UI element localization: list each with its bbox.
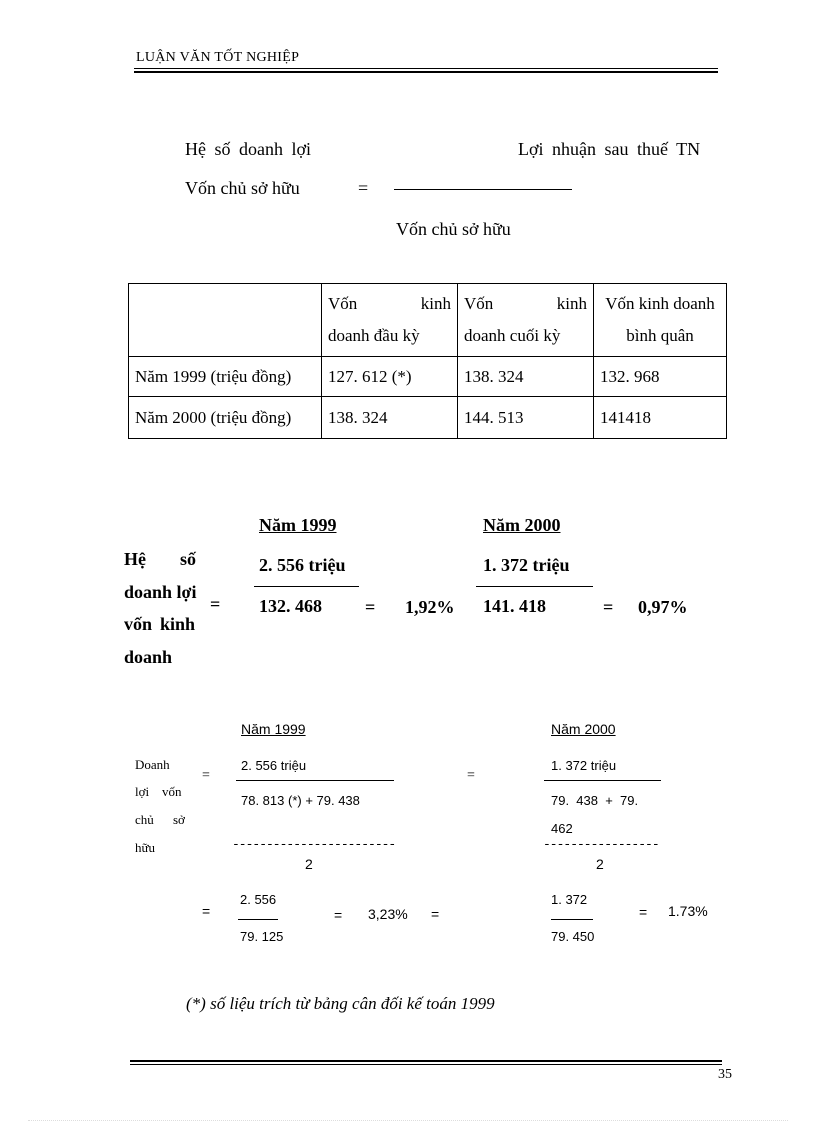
- header-word: kinh: [420, 294, 451, 313]
- equity-year2-heading: Năm 2000: [551, 721, 616, 737]
- equity-year2-denominator-line1: 79. 438 + 79.: [551, 793, 639, 808]
- label-word: Doanh: [135, 757, 170, 772]
- business-year2-heading: Năm 2000: [483, 515, 561, 535]
- equity-year1-step-equals: =: [202, 903, 211, 919]
- equity-year2-result-equals: =: [639, 904, 648, 920]
- table-header-row: [129, 284, 727, 357]
- equity-year1-fraction-bar: [236, 780, 394, 781]
- equity-ratio-equals: =: [202, 768, 210, 783]
- table-cell: 144. 513: [458, 397, 594, 439]
- label-word: doanh lợi: [124, 582, 197, 602]
- equity-year2-step-denominator: 79. 450: [551, 929, 595, 944]
- equity-year2-numerator: 1. 372 triệu: [551, 758, 617, 773]
- business-year1-numerator: 2. 556 triệu: [259, 555, 346, 575]
- table-header-cell: [322, 284, 458, 357]
- formula1-label-line2: Vốn chủ sở hữu: [185, 178, 300, 198]
- label-word: kinh: [160, 614, 196, 634]
- equity-year2-step-bar: [551, 919, 593, 920]
- equity-year1-denominator: 78. 813 (*) + 79. 438: [241, 793, 360, 808]
- running-header: LUẬN VĂN TỐT NGHIỆP: [136, 50, 300, 65]
- equity-year1-heading: Năm 1999: [241, 721, 306, 737]
- business-year1-heading: Năm 1999: [259, 515, 337, 535]
- label-word: hữu: [135, 840, 156, 855]
- footer-rule-thick: [130, 1060, 722, 1062]
- equity-year1-step-bar: [238, 919, 278, 920]
- equity-year1-result: 3,23%: [368, 906, 408, 922]
- business-year1-equals: =: [365, 597, 376, 617]
- label-word: chủ: [135, 812, 154, 827]
- business-year2-fraction-bar: [476, 586, 593, 587]
- equity-year2-step-numerator: 1. 372: [551, 892, 588, 907]
- table-header-cell: [458, 284, 594, 357]
- label-word: lợi: [135, 784, 150, 799]
- footer-rule-thin: [130, 1064, 722, 1065]
- equity-year1-step-denominator: 79. 125: [240, 929, 284, 944]
- equity-year1-dash-line: ------------------------: [232, 837, 396, 852]
- equity-year1-divisor: 2: [305, 856, 313, 872]
- formula1-label-line1: Hệ số doanh lợi: [185, 139, 312, 159]
- business-year1-fraction-bar: [254, 586, 359, 587]
- equity-year2-divisor: 2: [596, 856, 604, 872]
- table-cell: 138. 324: [322, 397, 458, 439]
- table-corner-cell: [129, 284, 322, 357]
- header-rule-thin: [134, 68, 718, 69]
- business-year2-numerator: 1. 372 triệu: [483, 555, 570, 575]
- equity-year1-numerator: 2. 556 triệu: [241, 758, 307, 773]
- equity-chain-equals: =: [431, 906, 440, 922]
- header-line1: Vốn kinh doanh: [605, 294, 715, 313]
- formula1-numerator: Lợi nhuận sau thuế TN: [518, 139, 701, 159]
- equity-year1-step-numerator: 2. 556: [240, 892, 277, 907]
- equity-year2-fraction-bar: [544, 780, 661, 781]
- page-number: 35: [718, 1067, 732, 1082]
- header-line2: bình quân: [626, 326, 694, 345]
- business-year2-denominator: 141. 418: [483, 596, 546, 616]
- business-ratio-equals: =: [210, 594, 221, 614]
- formula1-fraction-bar: [394, 189, 572, 190]
- equity-year2-result: 1.73%: [668, 903, 708, 919]
- table-row: [129, 357, 727, 397]
- label-word: doanh: [124, 647, 173, 667]
- header-word: Vốn: [464, 294, 494, 313]
- label-word: sở: [173, 812, 185, 827]
- formula1-equals: =: [358, 178, 369, 198]
- label-word: vốn: [162, 784, 182, 799]
- label-word: số: [180, 549, 197, 569]
- page-bottom-edge: [28, 1120, 788, 1121]
- footnote: (*) số liệu trích từ bảng cân đối kế toán 1999: [186, 994, 495, 1013]
- header-word: kinh: [556, 294, 587, 313]
- row-label: Năm 2000 (triệu đồng): [129, 397, 322, 439]
- table-cell: 127. 612 (*): [322, 357, 458, 397]
- table-cell: 132. 968: [594, 357, 727, 397]
- equity-year2-equals: =: [467, 768, 475, 783]
- capital-table: [128, 283, 727, 439]
- table-cell: 141418: [594, 397, 727, 439]
- formula1-denominator: Vốn chủ sở hữu: [396, 219, 511, 239]
- business-year2-equals: =: [603, 597, 614, 617]
- equity-year2-denominator-line2: 462: [551, 821, 573, 836]
- table-header-cell: [594, 284, 727, 357]
- table-cell: 138. 324: [458, 357, 594, 397]
- business-year2-result: 0,97%: [638, 597, 688, 617]
- header-line2: doanh đầu kỳ: [328, 326, 420, 345]
- table-row: [129, 397, 727, 439]
- label-word: vốn: [124, 614, 153, 634]
- equity-year1-result-equals: =: [334, 907, 343, 923]
- header-word: Vốn: [328, 294, 358, 313]
- header-rule-thick: [134, 71, 718, 73]
- header-line2: doanh cuối kỳ: [464, 326, 561, 345]
- business-year1-result: 1,92%: [405, 597, 455, 617]
- business-year1-denominator: 132. 468: [259, 596, 322, 616]
- equity-year2-dash-line: -----------------: [543, 837, 659, 852]
- label-word: Hệ: [124, 549, 146, 569]
- row-label: Năm 1999 (triệu đồng): [129, 357, 322, 397]
